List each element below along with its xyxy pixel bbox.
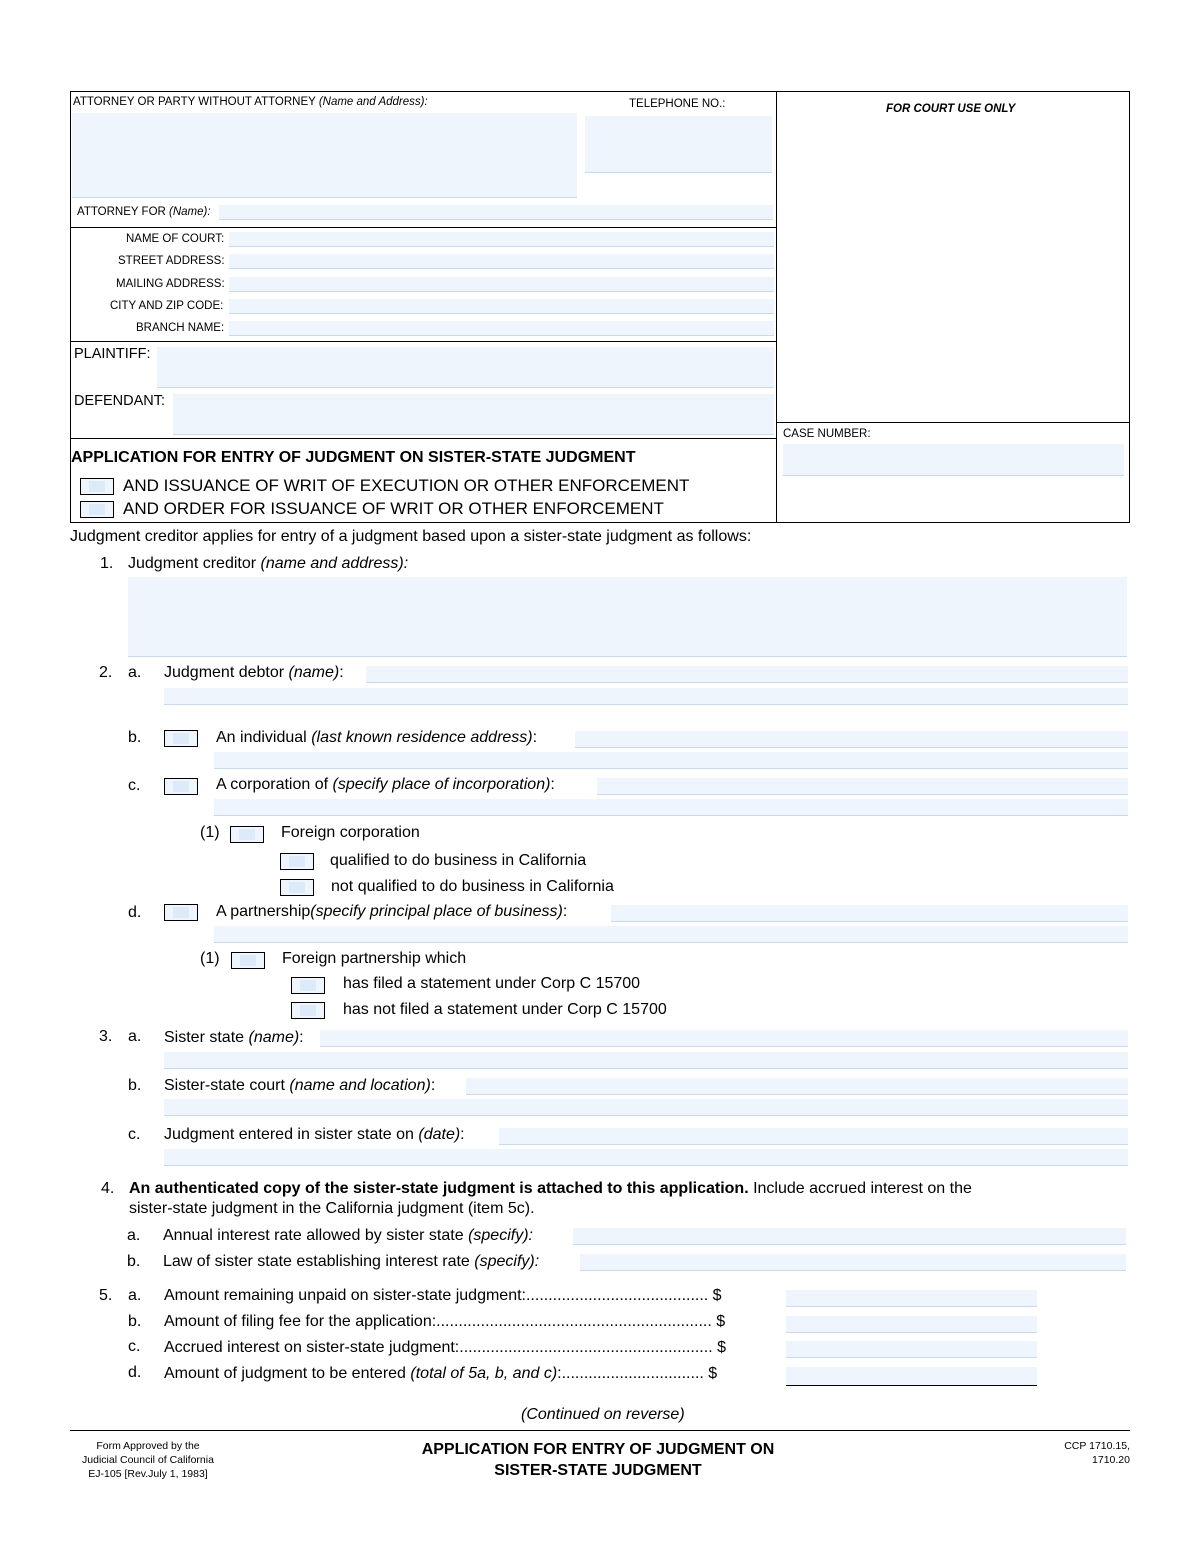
partnership-place-field-2[interactable] — [214, 926, 1128, 943]
interest-rate-field[interactable] — [573, 1228, 1126, 1245]
street-address-field[interactable] — [229, 254, 774, 269]
sister-state-label: Sister state (name): — [164, 1029, 304, 1046]
writ-of-execution-label: AND ISSUANCE OF WRIT OF EXECUTION OR OTHER ENFORCEMENT — [123, 476, 690, 495]
defendant-label: DEFENDANT: — [74, 393, 166, 409]
interest-law-label: Law of sister state establishing interest rate (specify): — [163, 1253, 540, 1270]
telephone-label: TELEPHONE NO.: — [629, 98, 726, 110]
individual-label: An individual (last known residence address): — [216, 729, 538, 746]
accrued-interest-label: Accrued interest on sister-state judgment:......................................................... $ — [164, 1339, 726, 1356]
sister-state-court-field-1[interactable] — [466, 1078, 1128, 1095]
has-not-filed-label: has not filed a statement under Corp C 15700 — [343, 1001, 667, 1018]
not-qualified-checkbox[interactable] — [280, 879, 314, 896]
item-2c-letter: c. — [128, 777, 141, 794]
continued-on-reverse: (Continued on reverse) — [521, 1406, 685, 1423]
not-qualified-label: not qualified to do business in California — [331, 878, 614, 895]
footer-code-reference: CCP 1710.15, 1710.20 — [1064, 1440, 1130, 1466]
mailing-address-label: MAILING ADDRESS: — [116, 278, 225, 290]
has-filed-checkbox[interactable] — [291, 977, 325, 994]
case-number-label: CASE NUMBER: — [783, 428, 871, 440]
corporation-place-field-1[interactable] — [597, 778, 1128, 795]
item-5b-letter: b. — [128, 1313, 142, 1330]
plaintiff-label: PLAINTIFF: — [74, 346, 151, 362]
city-zip-field[interactable] — [229, 299, 774, 314]
item-2-number: 2. — [99, 664, 113, 681]
form-title: APPLICATION FOR ENTRY OF JUDGMENT ON SISTER-STATE JUDGMENT — [71, 449, 636, 466]
item-2c1-number: (1) — [200, 824, 220, 841]
judgment-entered-date-field-2[interactable] — [164, 1149, 1128, 1166]
name-of-court-label: NAME OF COURT: — [126, 233, 225, 245]
street-address-label: STREET ADDRESS: — [118, 255, 225, 267]
qualified-checkbox[interactable] — [280, 853, 314, 870]
foreign-partnership-label: Foreign partnership which — [282, 950, 467, 967]
attorney-label: ATTORNEY OR PARTY WITHOUT ATTORNEY (Name and Address): — [73, 96, 428, 108]
item-3-number: 3. — [99, 1028, 113, 1045]
writ-of-execution-checkbox[interactable] — [80, 478, 114, 495]
item-5c-letter: c. — [128, 1338, 141, 1355]
attorney-for-field[interactable] — [219, 205, 773, 220]
item-5a-letter: a. — [128, 1287, 142, 1304]
partnership-label: A partnership(specify principal place of business): — [216, 903, 568, 920]
sister-state-field-2[interactable] — [164, 1052, 1128, 1069]
name-of-court-field[interactable] — [229, 232, 774, 247]
plaintiff-field[interactable] — [157, 347, 774, 388]
item-4-number: 4. — [101, 1180, 115, 1197]
intro-text: Judgment creditor applies for entry of a judgment based upon a sister-state judgment as follows: — [70, 528, 752, 545]
city-zip-label: CITY AND ZIP CODE: — [110, 300, 224, 312]
defendant-field[interactable] — [173, 394, 774, 435]
judgment-debtor-field-2[interactable] — [164, 688, 1128, 705]
item-5-number: 5. — [99, 1287, 113, 1304]
foreign-corporation-label: Foreign corporation — [281, 824, 420, 841]
order-for-writ-label: AND ORDER FOR ISSUANCE OF WRIT OR OTHER ENFORCEMENT — [123, 499, 664, 518]
amount-unpaid-label: Amount remaining unpaid on sister-state judgment:......................................... $ — [164, 1287, 722, 1304]
judgment-entered-date-field-1[interactable] — [499, 1128, 1128, 1145]
footer-rule — [70, 1430, 1130, 1431]
has-not-filed-checkbox[interactable] — [291, 1002, 325, 1019]
partnership-place-field-1[interactable] — [611, 905, 1128, 922]
item-3b-letter: b. — [128, 1077, 142, 1094]
attorney-name-address-field[interactable] — [72, 113, 577, 198]
item-2d1-number: (1) — [200, 950, 220, 967]
mailing-address-field[interactable] — [229, 277, 774, 292]
branch-name-field[interactable] — [229, 321, 774, 336]
foreign-corporation-checkbox[interactable] — [230, 826, 264, 843]
corporation-label: A corporation of (specify place of incorporation): — [216, 776, 555, 793]
item-4a-letter: a. — [127, 1227, 141, 1244]
footer-form-title: APPLICATION FOR ENTRY OF JUDGMENT ON SISTER-STATE JUDGMENT — [421, 1441, 775, 1479]
item-2a-letter: a. — [128, 664, 142, 681]
case-number-field[interactable] — [783, 444, 1124, 476]
individual-address-field-2[interactable] — [214, 752, 1128, 769]
has-filed-label: has filed a statement under Corp C 15700 — [343, 975, 641, 992]
item-2b-letter: b. — [128, 729, 142, 746]
item-4-text-line2: sister-state judgment in the California judgment (item 5c). — [129, 1200, 535, 1217]
item-1-number: 1. — [100, 555, 114, 572]
sister-state-court-field-2[interactable] — [164, 1099, 1128, 1116]
total-judgment-label: Amount of judgment to be entered (total of 5a, b, and c):................................ $ — [164, 1365, 718, 1382]
item-3a-letter: a. — [128, 1028, 142, 1045]
filing-fee-field[interactable] — [786, 1316, 1037, 1333]
interest-rate-label: Annual interest rate allowed by sister state (specify): — [163, 1227, 533, 1244]
item-2d-letter: d. — [128, 904, 142, 921]
individual-checkbox[interactable] — [164, 730, 198, 747]
telephone-field[interactable] — [585, 116, 772, 173]
judgment-creditor-field[interactable] — [128, 577, 1127, 657]
accrued-interest-field[interactable] — [786, 1341, 1037, 1358]
item-3c-letter: c. — [128, 1126, 141, 1143]
judgment-creditor-label: Judgment creditor (name and address): — [128, 555, 409, 572]
amount-unpaid-field[interactable] — [786, 1290, 1037, 1307]
judgment-debtor-label: Judgment debtor (name): — [164, 664, 344, 681]
total-judgment-field[interactable] — [786, 1367, 1037, 1386]
footer-form-approval: Form Approved by the Judicial Council of California EJ-105 [Rev.July 1, 1983] — [82, 1440, 214, 1480]
foreign-partnership-checkbox[interactable] — [231, 952, 265, 969]
item-5d-letter: d. — [128, 1364, 142, 1381]
judgment-debtor-field-1[interactable] — [366, 666, 1128, 683]
sister-state-court-label: Sister-state court (name and location): — [164, 1077, 436, 1094]
attorney-for-label: ATTORNEY FOR (Name): — [77, 206, 211, 218]
item-4-text: An authenticated copy of the sister-state judgment is attached to this application. Include accrued interest on the — [129, 1180, 972, 1197]
partnership-checkbox[interactable] — [164, 904, 198, 921]
judgment-entered-label: Judgment entered in sister state on (date): — [164, 1126, 465, 1143]
sister-state-field-1[interactable] — [320, 1030, 1128, 1047]
order-for-writ-checkbox[interactable] — [80, 501, 114, 518]
qualified-label: qualified to do business in California — [330, 852, 587, 869]
individual-address-field-1[interactable] — [575, 731, 1128, 748]
corporation-place-field-2[interactable] — [214, 799, 1128, 816]
interest-law-field[interactable] — [580, 1254, 1126, 1271]
court-use-label: FOR COURT USE ONLY — [886, 103, 1016, 115]
item-4b-letter: b. — [127, 1253, 141, 1270]
filing-fee-label: Amount of filing fee for the application:.............................................................. $ — [164, 1313, 726, 1330]
corporation-checkbox[interactable] — [164, 778, 198, 795]
branch-name-label: BRANCH NAME: — [136, 322, 225, 334]
